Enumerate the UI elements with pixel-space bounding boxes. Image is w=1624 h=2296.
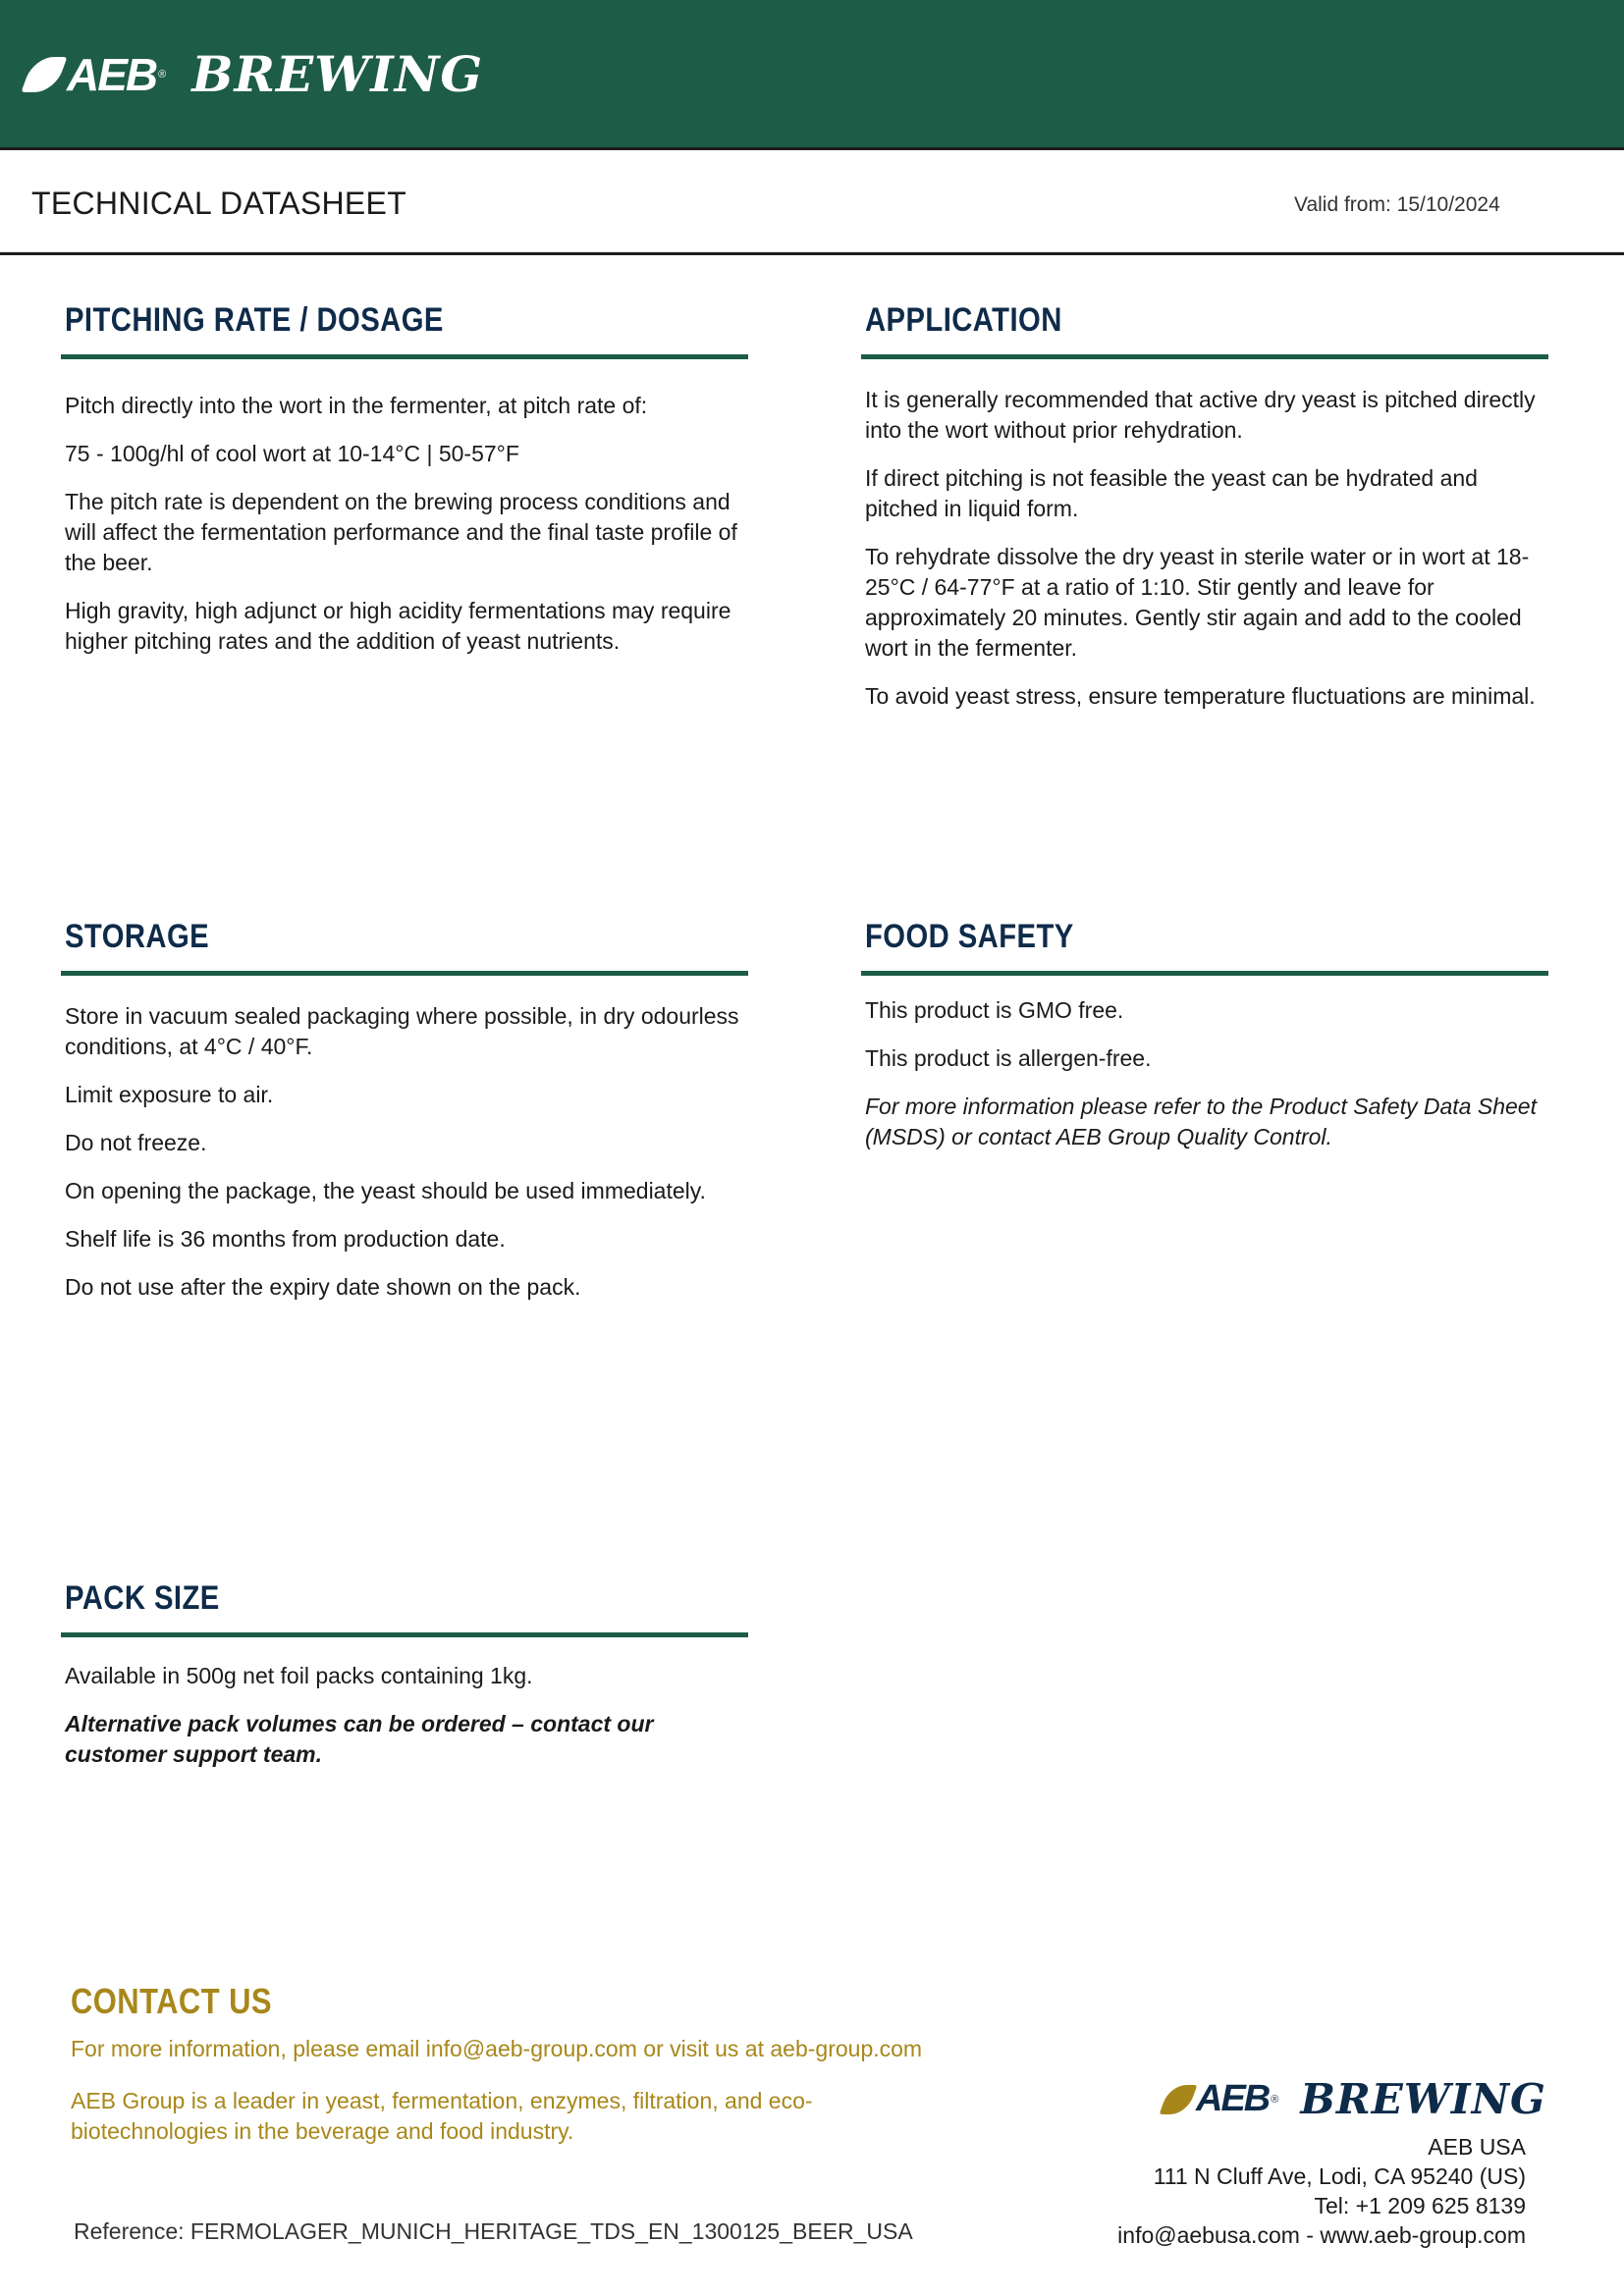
- page-title: TECHNICAL DATASHEET: [31, 186, 407, 221]
- document-header: [0, 150, 1624, 255]
- paragraph: This product is GMO free.: [865, 997, 1124, 1023]
- header-banner: [0, 0, 1624, 150]
- section-title: PITCHING RATE / DOSAGE: [65, 301, 444, 339]
- contact-title: CONTACT US: [71, 1981, 272, 2021]
- paragraph: Do not freeze.: [65, 1130, 207, 1155]
- section-pack-size: [65, 1577, 752, 1788]
- section-pitching-rate: [65, 299, 752, 674]
- paragraph: To rehydrate dissolve the dry yeast in sterile water or in wort at 18-25°C / 64-77°F at a ratio of 1:10. Stir gently and leave for approximately 20 minutes. Gently stir again and add to the cooled wort in the fermenter.: [865, 544, 1530, 661]
- street-address: 111 N Cluff Ave, Lodi, CA 95240 (US): [1153, 2163, 1526, 2189]
- brand-name: AEB: [67, 48, 157, 100]
- section-food-safety: [865, 916, 1552, 1170]
- paragraph: Available in 500g net foil packs containing 1kg.: [65, 1663, 533, 1688]
- company-description: AEB Group is a leader in yeast, fermentation, enzymes, filtration, and eco-biotechnologies in the beverage and food industry.: [71, 2088, 813, 2144]
- section-divider: [861, 971, 1548, 976]
- brand-suffix: BREWING: [191, 45, 484, 103]
- paragraph: Limit exposure to air.: [65, 1082, 274, 1107]
- leaf-logo-icon: [21, 57, 67, 92]
- paragraph: High gravity, high adjunct or high acidity fermentations may require higher pitching rates and the addition of yeast nutrients.: [65, 598, 731, 654]
- paragraph: Shelf life is 36 months from production date.: [65, 1226, 506, 1252]
- section-title: FOOD SAFETY: [865, 918, 1074, 955]
- contact-web: info@aebusa.com - www.aeb-group.com: [1117, 2222, 1526, 2248]
- paragraph: The pitch rate is dependent on the brewing process conditions and will affect the fermentation performance and the final taste profile of the beer.: [65, 489, 737, 575]
- phone-number: Tel: +1 209 625 8139: [1314, 2193, 1526, 2218]
- paragraph: Alternative pack volumes can be ordered – contact our customer support team.: [65, 1711, 654, 1767]
- registered-mark: ®: [1271, 2093, 1279, 2106]
- section-storage: [65, 916, 752, 1320]
- brand-name: AEB: [1196, 2078, 1270, 2119]
- section-title: APPLICATION: [865, 301, 1062, 339]
- section-title: PACK SIZE: [65, 1579, 220, 1617]
- section-divider: [61, 354, 748, 359]
- paragraph: This product is allergen-free.: [865, 1045, 1152, 1071]
- paragraph: 75 - 100g/hl of cool wort at 10-14°C | 50-57°F: [65, 441, 519, 466]
- section-application: [865, 299, 1552, 729]
- section-title: STORAGE: [65, 918, 210, 955]
- company-name: AEB USA: [1428, 2134, 1526, 2160]
- brand-suffix: BREWING: [1300, 2075, 1546, 2123]
- footer-brand-logo: [1164, 2075, 1546, 2123]
- paragraph: Pitch directly into the wort in the fermenter, at pitch rate of:: [65, 393, 648, 418]
- section-divider: [861, 354, 1548, 359]
- paragraph: Store in vacuum sealed packaging where possible, in dry odourless conditions, at 4°C / 40°F.: [65, 1003, 739, 1059]
- company-address: [1117, 2132, 1526, 2250]
- registered-mark: ®: [158, 68, 167, 80]
- valid-from-date: Valid from: 15/10/2024: [1294, 193, 1500, 216]
- paragraph: To avoid yeast stress, ensure temperature fluctuations are minimal.: [865, 683, 1536, 709]
- paragraph: If direct pitching is not feasible the yeast can be hydrated and pitched in liquid form.: [865, 465, 1478, 521]
- leaf-logo-icon: [1160, 2085, 1198, 2114]
- brand-logo: [27, 45, 483, 103]
- paragraph: Do not use after the expiry date shown on the pack.: [65, 1274, 581, 1300]
- section-divider: [61, 971, 748, 976]
- reference-code: Reference: FERMOLAGER_MUNICH_HERITAGE_TDS_EN_1300125_BEER_USA: [74, 2218, 913, 2244]
- paragraph: For more information please refer to the Product Safety Data Sheet (MSDS) or contact AEB Group Quality Control.: [865, 1094, 1537, 1149]
- paragraph: On opening the package, the yeast should be used immediately.: [65, 1178, 706, 1203]
- section-divider: [61, 1632, 748, 1637]
- paragraph: It is generally recommended that active dry yeast is pitched directly into the wort without prior rehydration.: [865, 387, 1536, 443]
- contact-info: For more information, please email info@aeb-group.com or visit us at aeb-group.com: [71, 2036, 923, 2061]
